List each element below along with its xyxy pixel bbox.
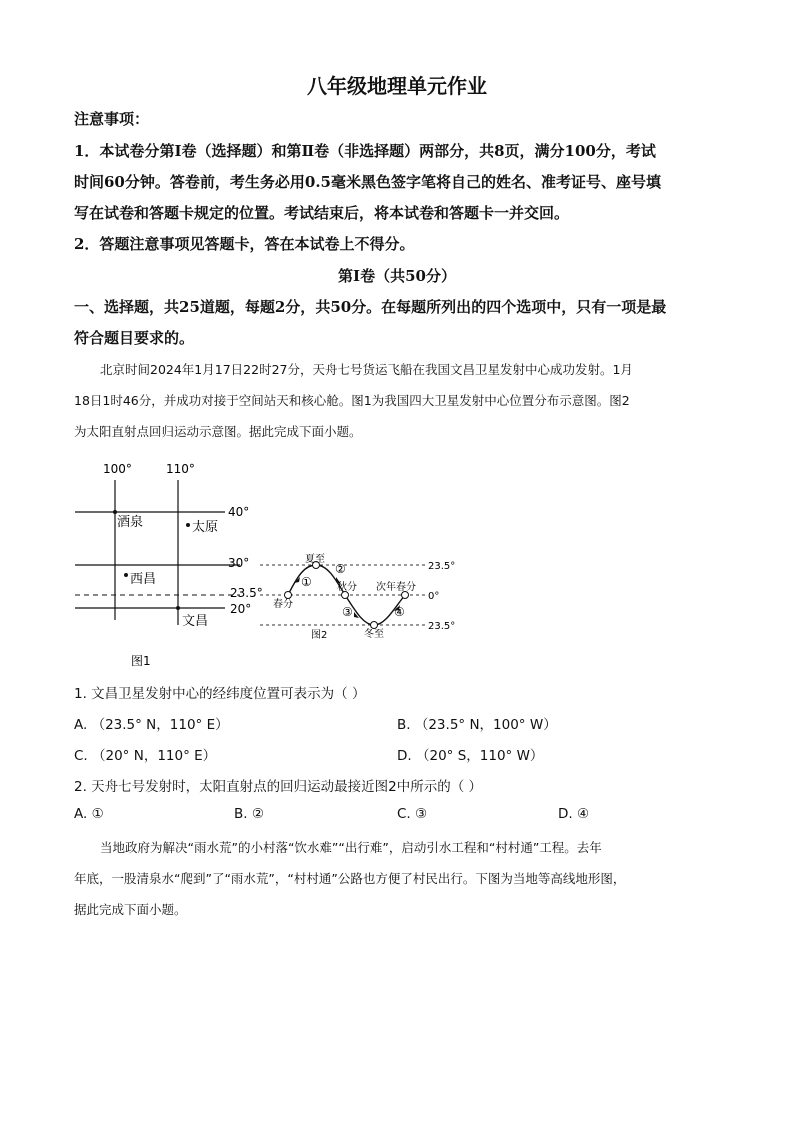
- section-instruction-1: 一、选择题，共25道题，每题2分，共50分。在每题所列出的四个选项中，只有一项是最: [74, 298, 667, 316]
- q1-option-b[interactable]: B. （23.5° N，100° W）: [397, 717, 557, 733]
- city-taiyuan: 太原: [192, 520, 219, 535]
- notice-line-3: 写在试卷和答题卡规定的位置。考试结束后，将本试卷和答题卡一并交回。: [74, 204, 570, 222]
- passage2-line-1: 当地政府为解决“雨水荒”的小村落“饮水难”“出行难”，启动引水工程和“村村通”工程。去年: [100, 840, 602, 855]
- section-instruction-2: 符合题目要求的。: [74, 329, 195, 347]
- q1-stem: 1. 文昌卫星发射中心的经纬度位置可表示为（ ）: [74, 686, 366, 702]
- passage1-line-1: 北京时间2024年1月17日22时27分，天舟七号货运飞船在我国文昌卫星发射中心成功发射。1月: [100, 362, 633, 377]
- city-xichang: 西昌: [130, 572, 157, 587]
- label-autumn: 秋分: [337, 582, 357, 593]
- passage2-line-2: 年底，一股清泉水“爬到”了“雨水荒”，“村村通”公路也方便了村民出行。下图为当地等高线地形图，: [74, 871, 626, 886]
- marker-1: ①: [301, 575, 312, 589]
- label-lat-40: 40°: [228, 505, 250, 519]
- label-next-spring: 次年春分: [376, 582, 416, 593]
- notice-line-2: 时间60分钟。答卷前，考生务必用0.5毫米黑色签字笔将自己的姓名、准考证号、座号填: [74, 173, 661, 191]
- figure2-solar-path: [260, 553, 455, 641]
- section-title: 第Ⅰ卷（共50分）: [338, 267, 456, 285]
- label-spring: 春分: [273, 599, 293, 610]
- label-equator: 0°: [428, 591, 440, 602]
- q2-option-c[interactable]: C. ③: [397, 806, 428, 822]
- notice-line-4: 2．答题注意事项见答题卡，答在本试卷上不得分。: [74, 235, 415, 253]
- city-jiuquan: 酒泉: [117, 515, 144, 530]
- q2-option-b[interactable]: B. ②: [234, 806, 264, 822]
- figure2-caption: 图2: [311, 630, 328, 641]
- q2-option-d[interactable]: D. ④: [558, 806, 590, 822]
- point-spring: [285, 592, 292, 599]
- label-lon-100: 100°: [103, 462, 132, 476]
- city-dot-wenchang: [176, 606, 180, 610]
- city-wenchang: 文昌: [182, 614, 209, 629]
- figure-diagrams: [60, 455, 500, 680]
- figure1-map: [75, 462, 263, 668]
- label-winter: 冬至: [364, 629, 384, 640]
- city-dot-xichang: [124, 573, 128, 577]
- passage1-line-3: 为太阳直射点回归运动示意图。据此完成下面小题。: [74, 424, 362, 439]
- q1-option-d[interactable]: D. （20° S，110° W）: [397, 748, 544, 764]
- label-north-23-5: 23.5°: [428, 561, 456, 572]
- label-lat-30: 30°: [228, 556, 250, 570]
- passage2-line-3: 据此完成下面小题。: [74, 902, 187, 917]
- label-lat-23-5: 23.5°: [230, 586, 263, 600]
- label-summer: 夏至: [305, 554, 325, 565]
- q2-option-a[interactable]: A. ①: [74, 806, 104, 822]
- marker-4: ④: [394, 605, 405, 619]
- marker-3: ③: [342, 605, 353, 619]
- passage1-line-2: 18日1时46分，并成功对接于空间站天和核心舱。图1为我国四大卫星发射中心位置分布示意图。图2: [74, 393, 630, 408]
- q2-stem: 2. 天舟七号发射时，太阳直射点的回归运动最接近图2中所示的（ ）: [74, 779, 483, 795]
- city-dot-jiuquan: [113, 510, 117, 514]
- marker-2: ②: [335, 562, 346, 576]
- notice-heading: 注意事项：: [74, 110, 150, 128]
- q1-option-a[interactable]: A. （23.5° N，110° E）: [74, 717, 229, 733]
- page-title: 八年级地理单元作业: [307, 74, 487, 98]
- figure1-caption: 图1: [131, 654, 151, 668]
- q1-option-c[interactable]: C. （20° N，110° E）: [74, 748, 217, 764]
- point-winter: [371, 622, 378, 629]
- notice-line-1: 1．本试卷分第Ⅰ卷（选择题）和第Ⅱ卷（非选择题）两部分，共8页，满分100分，考试: [74, 142, 656, 160]
- label-south-23-5: 23.5°: [428, 621, 456, 632]
- label-lat-20: 20°: [230, 602, 252, 616]
- label-lon-110: 110°: [166, 462, 195, 476]
- city-dot-taiyuan: [186, 523, 190, 527]
